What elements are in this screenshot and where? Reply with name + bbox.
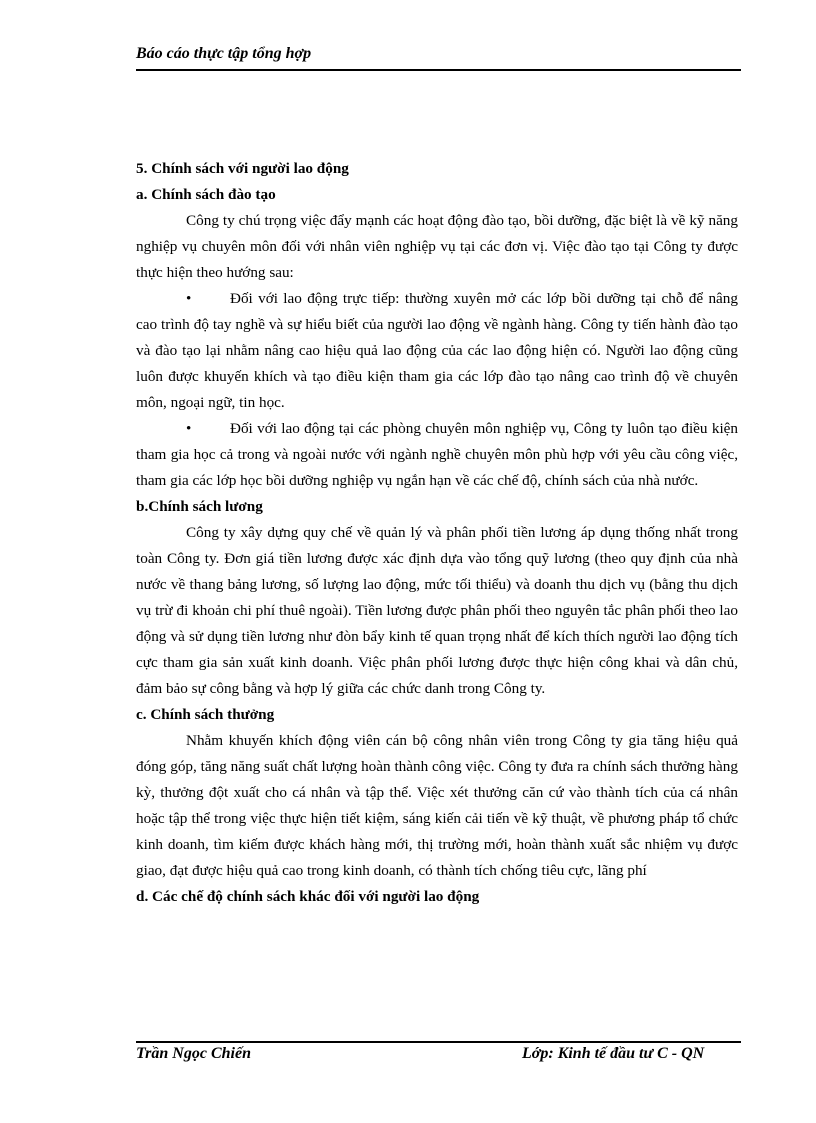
document-body xyxy=(136,156,738,910)
section-d-heading: d. Các chế độ chính sách khác đối với người lao động xyxy=(136,888,480,905)
section-c-heading: c. Chính sách thưởng xyxy=(136,706,275,723)
bullet-item-1 xyxy=(136,286,738,416)
section-c-paragraph: Nhằm khuyến khích động viên cán bộ công nhân viên trong Công ty gia tăng hiệu quả đóng góp, tăng năng suất chất lượng hoàn thành công việc. Công ty đưa ra chính sách thưởng hàng kỳ, thưởng đột xuất cho cá nhân và tập thể. Việc xét thưởng căn cứ vào thành tích của cá nhân hoặc tập thể trong việc thực hiện tiết kiệm, sáng kiến cải tiến về kỹ thuật, về phương pháp tổ chức kinh doanh, tìm kiếm được khách hàng mới, thị trường mới, hoàn thành xuất sắc nhiệm vụ được giao, đạt được hiệu quả cao trong kinh doanh, có thành tích chống tiêu cực, lãng phí xyxy=(136,732,738,879)
footer-divider xyxy=(136,1041,741,1043)
section-a-paragraph: Công ty chú trọng việc đẩy mạnh các hoạt động đào tạo, bồi dưỡng, đặc biệt là về kỹ năng nghiệp vụ chuyên môn đối với nhân viên nghiệp vụ tại các đơn vị. Việc đào tạo tại Công ty được thực hiện theo hướng sau: xyxy=(136,212,738,281)
bullet-icon: • xyxy=(186,290,192,307)
footer-author: Trần Ngọc Chiến xyxy=(136,1045,251,1062)
section-b-paragraph: Công ty xây dựng quy chế về quản lý và phân phối tiền lương áp dụng thống nhất trong toàn Công ty. Đơn giá tiền lương được xác định dựa vào tổng quỹ lương (theo quy định của nhà nước về thang bảng lương, số lượng lao động, mức tối thiểu) và doanh thu dịch vụ (bằng thu dịch vụ trừ đi khoản chi phí thuê ngoài). Tiền lương được phân phối theo nguyên tắc phân phối theo lao động và sử dụng tiền lương như đòn bẩy kinh tế quan trọng nhất để kích thích người lao động tích cực tham gia sản xuất kinh doanh. Việc phân phối lương được thực hiện công khai và dân chủ, đảm bảo sự công bằng và hợp lý giữa các chức danh trong Công ty. xyxy=(136,524,738,697)
section-5-heading: 5. Chính sách với người lao động xyxy=(136,160,349,177)
bullet-icon: • xyxy=(186,420,192,437)
header-divider xyxy=(136,69,741,71)
footer-class: Lớp: Kinh tế đầu tư C - QN xyxy=(522,1045,705,1062)
bullet-item-2 xyxy=(136,416,738,494)
page-header-title: Báo cáo thực tập tổng hợp xyxy=(136,45,312,62)
bullet-item-1-text: Đối với lao động trực tiếp: thường xuyên mở các lớp bồi dưỡng tại chỗ để nâng cao trình độ tay nghề và sự hiểu biết của người lao động về ngành hàng. Công ty tiến hành đào tạo và đào tạo lại nhằm nâng cao hiệu quả lao động của các lao động hiện có. Người lao động cũng luôn được khuyến khích và tạo điều kiện tham gia các lớp đào tạo nâng cao trình độ về chuyên môn, ngoại ngữ, tin học. xyxy=(136,290,738,411)
bullet-item-2-text: Đối với lao động tại các phòng chuyên môn nghiệp vụ, Công ty luôn tạo điều kiện tham gia học cả trong và ngoài nước với ngành nghề chuyên môn phù hợp với yêu cầu công việc, tham gia các lớp học bồi dưỡng nghiệp vụ ngắn hạn về các chế độ, chính sách của nhà nước. xyxy=(136,420,738,489)
section-a-heading: a. Chính sách đào tạo xyxy=(136,186,276,203)
section-b-heading: b.Chính sách lương xyxy=(136,498,263,515)
